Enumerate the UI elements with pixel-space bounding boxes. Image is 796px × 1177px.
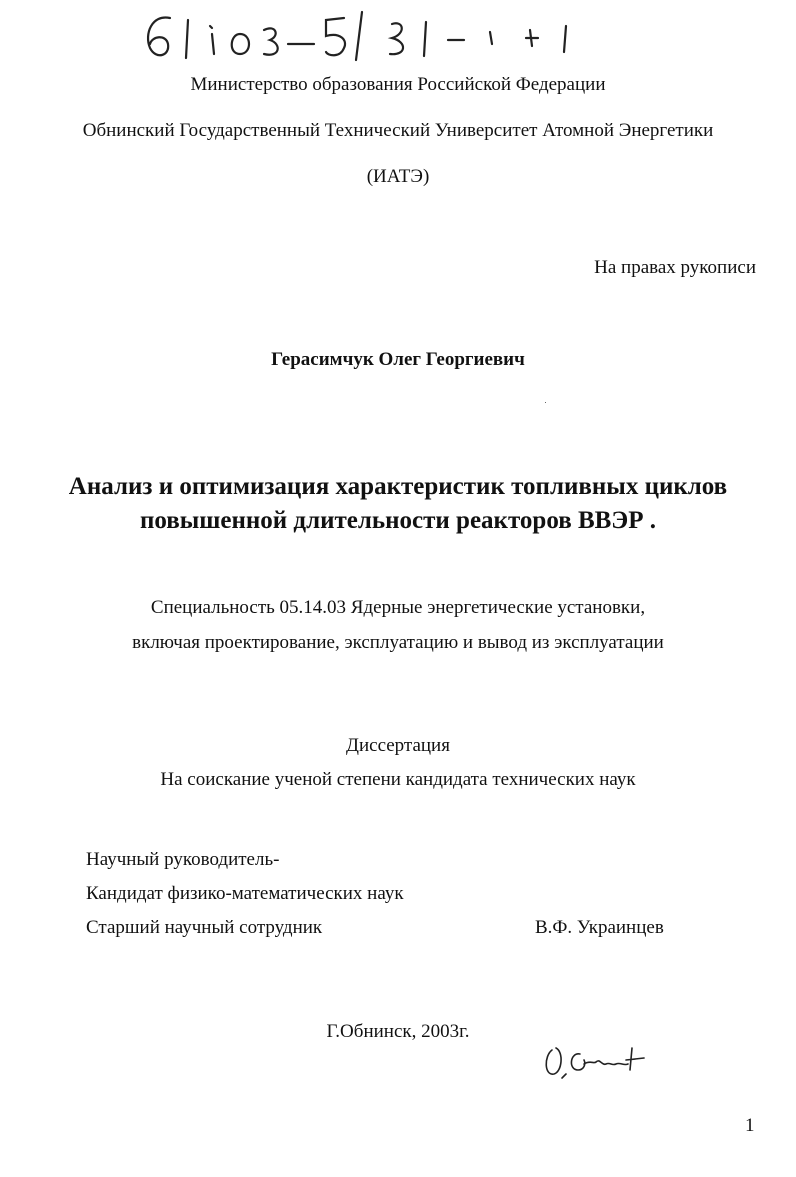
degree-sought: На соискание ученой степени кандидата технических наук <box>160 769 636 790</box>
document-type: Диссертация <box>346 735 450 756</box>
university-name: Обнинский Государственный Технический Университет Атомной Энергетики <box>82 120 714 141</box>
advisor-name: В.Ф. Украинцев <box>535 917 664 938</box>
manuscript-note: На правах рукописи <box>594 257 756 278</box>
specialty-line1: Специальность 05.14.03 Ядерные энергетические установки, <box>150 597 646 618</box>
advisor-role: Научный руководитель- <box>86 849 280 870</box>
specialty-line2: включая проектирование, эксплуатацию и вывод из эксплуатации <box>132 632 664 653</box>
author-name: Герасимчук Олег Георгиевич <box>271 349 525 370</box>
handwritten-archive-number <box>130 4 690 64</box>
place-and-year: Г.Обнинск, 2003г. <box>326 1021 470 1042</box>
university-abbreviation: (ИАТЭ) <box>366 166 430 187</box>
author-signature <box>540 1030 660 1090</box>
scan-speck <box>545 402 546 403</box>
ministry-heading: Министерство образования Российской Федерации <box>190 74 606 95</box>
dissertation-title-line1: Анализ и оптимизация характеристик топливных циклов <box>68 473 728 500</box>
dissertation-title-line2: повышенной длительности реакторов ВВЭР . <box>139 507 657 534</box>
page-number: 1 <box>745 1115 755 1136</box>
advisor-degree: Кандидат физико-математических наук <box>86 883 404 904</box>
advisor-position: Старший научный сотрудник <box>86 917 323 938</box>
